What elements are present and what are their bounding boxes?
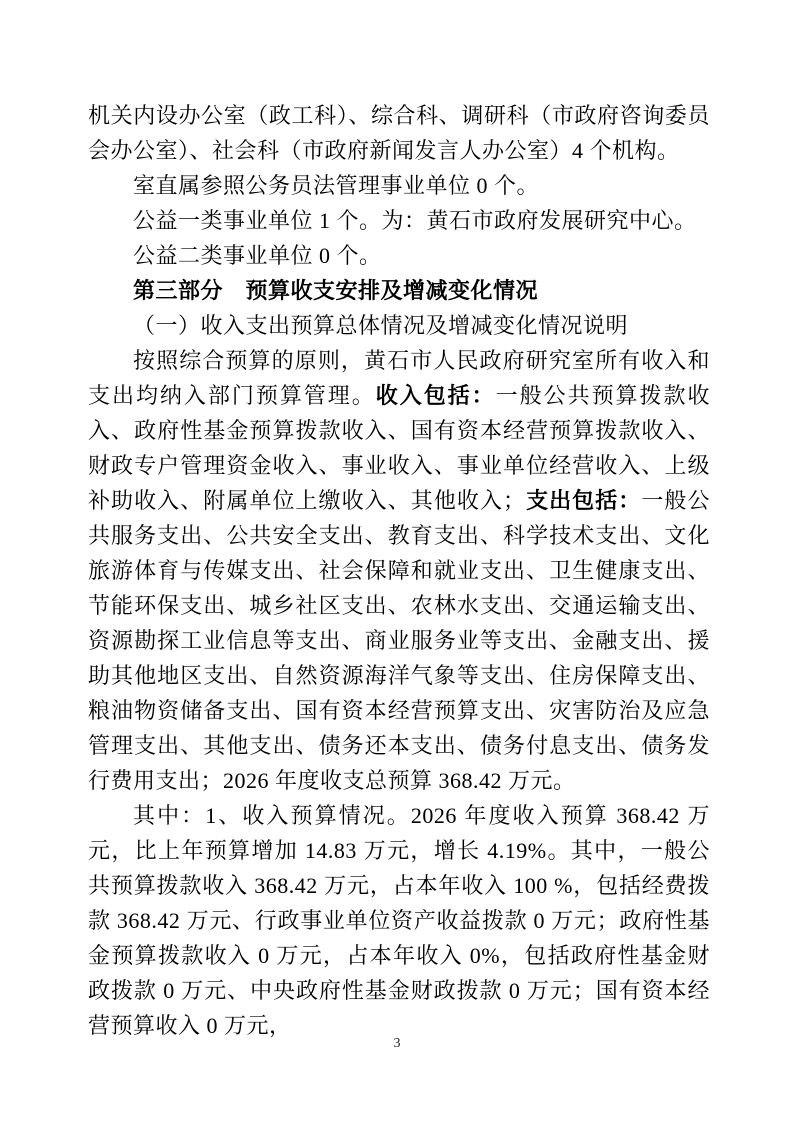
text-run: 室直属参照公务员法管理事业单位 0 个。 <box>133 173 540 198</box>
text-run: 公益一类事业单位 1 个。为：黄石市政府发展研究中心。 <box>133 208 697 233</box>
text-run: 其中：1、收入预算情况。2026 年度收入预算 368.42 万元，比上年预算增加 14.83 万元，增长 4.19%。其中，一般公共预算拨款收入 368.42 万元，占本年收入 100 %，包括经费拨款 368.42 万元、行政事业单位资产收益拨款 0 万元；政府性基金预算拨款收入 0 万元，占本年收入 0%，包括政府性基金财政拨款 0 万元、中央政府性基金财政拨款 0 万元；国有资本经营预算收入 0 万元， <box>88 803 710 1038</box>
bold-text-run: 收入包括： <box>375 383 496 408</box>
text-run: 按照综合预算的原则，黄石市人民政府研究室所有收入和支出均纳入部门预算管理。 <box>88 348 710 408</box>
page-footer <box>0 1034 794 1052</box>
text-run: 一般公共预算拨款收入、政府性基金预算拨款收入、国有资本经营预算拨款收入、财政专户管理资金收入、事业收入、事业单位经营收入、上级补助收入、附属单位上缴收入、其他收入； <box>88 383 710 513</box>
document-body <box>88 98 710 1043</box>
paragraph <box>88 98 710 168</box>
paragraph <box>88 203 710 238</box>
paragraph <box>88 238 710 273</box>
paragraph <box>88 343 710 798</box>
text-run: 公益二类事业单位 0 个。 <box>133 243 382 268</box>
text-run: （一）收入支出预算总体情况及增减变化情况说明 <box>133 313 629 338</box>
paragraph <box>88 168 710 203</box>
page-number: 3 <box>393 1036 401 1051</box>
text-run: 机关内设办公室（政工科）、综合科、调研科（市政府咨询委员会办公室）、社会科（市政府新闻发言人办公室）4 个机构。 <box>88 103 710 163</box>
bold-text-run: 第三部分 预算收支安排及增减变化情况 <box>133 278 539 303</box>
paragraph <box>88 798 710 1043</box>
section-heading <box>88 273 710 308</box>
bold-text-run: 支出包括： <box>525 488 642 513</box>
text-run: 一般公共服务支出、公共安全支出、教育支出、科学技术支出、文化旅游体育与传媒支出、社会保障和就业支出、卫生健康支出、节能环保支出、城乡社区支出、农林水支出、交通运输支出、资源勘探工业信息等支出、商业服务业等支出、金融支出、援助其他地区支出、自然资源海洋气象等支出、住房保障支出、粮油物资储备支出、国有资本经营预算支出、灾害防治及应急管理支出、其他支出、债务还本支出、债务付息支出、债务发行费用支出；2026 年度收支总预算 368.42 万元。 <box>88 488 710 793</box>
paragraph <box>88 308 710 343</box>
